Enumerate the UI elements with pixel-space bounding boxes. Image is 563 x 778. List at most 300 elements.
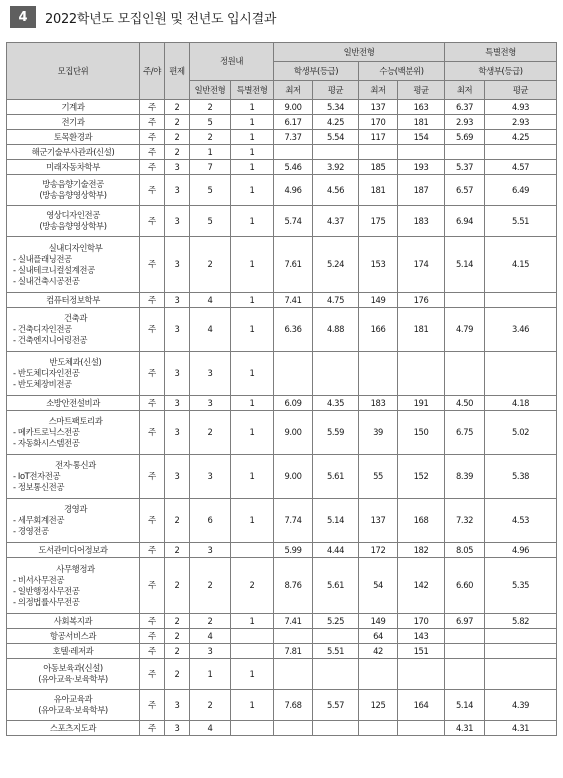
unit-subname: - 반도체디자인전공	[13, 368, 80, 378]
quota-type-cell: 2	[165, 543, 190, 558]
special-quota-cell: 1	[231, 145, 274, 160]
general-quota-cell: 4	[190, 293, 231, 308]
daynight-cell: 주	[140, 293, 165, 308]
suneung-min-cell: 185	[359, 160, 398, 175]
general-quota-cell: 6	[190, 499, 231, 543]
daynight-cell: 주	[140, 659, 165, 690]
special-quota-cell	[231, 644, 274, 659]
suneung-min-cell: 125	[359, 690, 398, 721]
col-unit: 모집단위	[7, 43, 140, 100]
quota-type-cell: 3	[165, 721, 190, 736]
unit-name: 전자·통신과	[55, 460, 96, 470]
special-quota-cell: 1	[231, 100, 274, 115]
unit-subname: - 의정법률사무전공	[13, 596, 80, 607]
suneung-min-cell: 137	[359, 100, 398, 115]
suneung-min-cell: 170	[359, 115, 398, 130]
unit-subname: - 자동화시스템전공	[13, 438, 80, 448]
section-number-badge: 4	[10, 6, 36, 28]
unit-name-cell	[7, 411, 140, 455]
col-min-3: 최저	[445, 81, 485, 100]
unit-name-cell	[7, 558, 140, 614]
unit-name: 스포츠지도과	[49, 722, 97, 733]
unit-name: 사무행정과	[56, 563, 95, 574]
special-quota-cell: 1	[231, 396, 274, 411]
unit-subname: (방송음향영상학부)	[39, 190, 107, 200]
hs-avg-cell: 5.51	[313, 644, 359, 659]
suneung-min-cell: 175	[359, 206, 398, 237]
suneung-min-cell: 42	[359, 644, 398, 659]
hs-avg-cell	[313, 721, 359, 736]
daynight-cell: 주	[140, 308, 165, 352]
special-avg-cell: 5.35	[485, 558, 557, 614]
unit-name-cell	[7, 455, 140, 499]
special-avg-cell: 6.49	[485, 175, 557, 206]
special-avg-cell	[485, 352, 557, 396]
general-quota-cell: 4	[190, 308, 231, 352]
suneung-min-cell	[359, 659, 398, 690]
suneung-min-cell	[359, 145, 398, 160]
unit-subname: - 일반행정사무전공	[13, 585, 80, 596]
unit-name-cell	[7, 721, 140, 736]
quota-type-cell: 3	[165, 396, 190, 411]
special-quota-cell: 1	[231, 130, 274, 145]
table-row	[7, 411, 557, 455]
col-avg-1: 평균	[313, 81, 359, 100]
special-min-cell: 4.50	[445, 396, 485, 411]
suneung-avg-cell: 142	[398, 558, 445, 614]
suneung-min-cell: 117	[359, 130, 398, 145]
table-row	[7, 499, 557, 543]
general-quota-cell: 3	[190, 455, 231, 499]
hs-avg-cell: 5.59	[313, 411, 359, 455]
special-min-cell	[445, 629, 485, 644]
special-min-cell	[445, 293, 485, 308]
special-avg-cell	[485, 293, 557, 308]
hs-min-cell: 5.74	[274, 206, 313, 237]
hs-min-cell: 7.41	[274, 293, 313, 308]
quota-type-cell: 2	[165, 629, 190, 644]
table-row	[7, 455, 557, 499]
hs-min-cell: 7.74	[274, 499, 313, 543]
suneung-avg-cell	[398, 352, 445, 396]
suneung-avg-cell: 193	[398, 160, 445, 175]
general-quota-cell: 7	[190, 160, 231, 175]
col-min-2: 최저	[359, 81, 398, 100]
special-avg-cell	[485, 659, 557, 690]
unit-name-cell	[7, 175, 140, 206]
unit-name-cell	[7, 115, 140, 130]
unit-subname: - 실내테크니컬설계전공	[13, 264, 95, 275]
quota-type-cell: 3	[165, 411, 190, 455]
unit-name: 유아교육과	[53, 694, 93, 704]
daynight-cell: 주	[140, 115, 165, 130]
unit-subname: - 세무회계전공	[13, 515, 65, 525]
daynight-cell: 주	[140, 100, 165, 115]
unit-subname: - 실내건축시공전공	[13, 275, 80, 286]
daynight-cell: 주	[140, 629, 165, 644]
special-avg-cell: 4.25	[485, 130, 557, 145]
hs-min-cell: 4.96	[274, 175, 313, 206]
suneung-avg-cell: 181	[398, 115, 445, 130]
special-min-cell: 2.93	[445, 115, 485, 130]
hs-min-cell: 5.46	[274, 160, 313, 175]
hs-avg-cell: 5.61	[313, 558, 359, 614]
hs-avg-cell	[313, 352, 359, 396]
unit-subname: (유아교육·보육학부)	[38, 705, 108, 715]
unit-name: 영상디자인전공	[46, 210, 100, 220]
quota-type-cell: 3	[165, 455, 190, 499]
table-row	[7, 721, 557, 736]
col-min-1: 최저	[274, 81, 313, 100]
col-suneung: 수능(백분위)	[359, 62, 445, 81]
table-row	[7, 100, 557, 115]
col-avg-3: 평균	[485, 81, 557, 100]
hs-avg-cell: 5.14	[313, 499, 359, 543]
special-quota-cell: 1	[231, 160, 274, 175]
quota-type-cell: 2	[165, 115, 190, 130]
quota-type-cell: 3	[165, 175, 190, 206]
suneung-avg-cell	[398, 145, 445, 160]
unit-subname: - 경영전공	[13, 526, 49, 536]
special-min-cell	[445, 644, 485, 659]
special-avg-cell	[485, 629, 557, 644]
unit-name: 반도체과(신설)	[49, 357, 102, 367]
hs-min-cell: 6.17	[274, 115, 313, 130]
unit-name-cell	[7, 396, 140, 411]
special-min-cell: 5.69	[445, 130, 485, 145]
quota-type-cell: 2	[165, 614, 190, 629]
col-quota-type: 편제	[165, 43, 190, 100]
hs-avg-cell: 4.37	[313, 206, 359, 237]
unit-name-cell	[7, 293, 140, 308]
unit-name-cell	[7, 206, 140, 237]
special-avg-cell	[485, 145, 557, 160]
hs-avg-cell: 5.34	[313, 100, 359, 115]
table-row	[7, 396, 557, 411]
suneung-min-cell	[359, 352, 398, 396]
suneung-avg-cell: 174	[398, 237, 445, 293]
hs-min-cell: 9.00	[274, 100, 313, 115]
daynight-cell: 주	[140, 206, 165, 237]
unit-subname: - 정보통신전공	[13, 482, 65, 492]
hs-min-cell: 9.00	[274, 411, 313, 455]
suneung-min-cell: 172	[359, 543, 398, 558]
special-avg-cell: 5.51	[485, 206, 557, 237]
special-min-cell: 6.75	[445, 411, 485, 455]
special-quota-cell: 1	[231, 455, 274, 499]
unit-name: 기계과	[61, 101, 85, 112]
hs-avg-cell: 4.35	[313, 396, 359, 411]
unit-name: 건축과	[63, 313, 88, 323]
suneung-avg-cell: 164	[398, 690, 445, 721]
unit-name-cell	[7, 629, 140, 644]
suneung-avg-cell: 191	[398, 396, 445, 411]
page-title: 2022학년도 모집인원 및 전년도 입시결과	[45, 11, 277, 27]
special-avg-cell	[485, 644, 557, 659]
suneung-avg-cell	[398, 721, 445, 736]
suneung-avg-cell: 187	[398, 175, 445, 206]
suneung-avg-cell: 182	[398, 543, 445, 558]
daynight-cell: 주	[140, 352, 165, 396]
special-avg-cell: 4.39	[485, 690, 557, 721]
quota-type-cell: 3	[165, 690, 190, 721]
special-min-cell: 5.14	[445, 237, 485, 293]
suneung-avg-cell: 170	[398, 614, 445, 629]
daynight-cell: 주	[140, 130, 165, 145]
special-min-cell	[445, 352, 485, 396]
unit-name-cell	[7, 352, 140, 396]
special-quota-cell	[231, 543, 274, 558]
suneung-avg-cell: 176	[398, 293, 445, 308]
general-quota-cell: 2	[190, 100, 231, 115]
special-quota-cell: 1	[231, 411, 274, 455]
general-quota-cell: 5	[190, 115, 231, 130]
admissions-table	[6, 42, 557, 736]
quota-type-cell: 3	[165, 352, 190, 396]
hs-min-cell	[274, 352, 313, 396]
unit-name: 미래자동차학부	[46, 161, 100, 172]
unit-name-cell	[7, 237, 140, 293]
special-quota-cell	[231, 721, 274, 736]
hs-min-cell: 7.81	[274, 644, 313, 659]
quota-type-cell: 2	[165, 644, 190, 659]
special-quota-cell: 1	[231, 237, 274, 293]
unit-subname: - 실내플래닝전공	[13, 253, 72, 264]
hs-avg-cell	[313, 629, 359, 644]
unit-name-cell	[7, 614, 140, 629]
hs-avg-cell: 5.54	[313, 130, 359, 145]
table-row	[7, 130, 557, 145]
unit-name: 스마트팩토리과	[48, 416, 103, 426]
quota-type-cell: 2	[165, 145, 190, 160]
general-quota-cell: 3	[190, 352, 231, 396]
daynight-cell: 주	[140, 690, 165, 721]
hs-min-cell: 7.41	[274, 614, 313, 629]
special-quota-cell: 1	[231, 499, 274, 543]
unit-name: 도서관미디어정보과	[38, 544, 108, 555]
unit-name-cell	[7, 160, 140, 175]
table-row	[7, 293, 557, 308]
special-min-cell: 8.39	[445, 455, 485, 499]
unit-name-cell	[7, 499, 140, 543]
suneung-avg-cell: 150	[398, 411, 445, 455]
hs-min-cell: 9.00	[274, 455, 313, 499]
unit-name: 실내디자인학부	[48, 242, 103, 253]
unit-subname: (방송음향영상학부)	[39, 221, 107, 231]
section-header	[10, 6, 276, 28]
general-quota-cell: 1	[190, 659, 231, 690]
col-hs-record: 학생부(등급)	[274, 62, 359, 81]
unit-name: 호텔·레저과	[52, 645, 94, 656]
quota-type-cell: 3	[165, 293, 190, 308]
general-quota-cell: 5	[190, 175, 231, 206]
table-row	[7, 614, 557, 629]
hs-min-cell: 7.37	[274, 130, 313, 145]
hs-avg-cell: 5.57	[313, 690, 359, 721]
special-quota-cell: 1	[231, 614, 274, 629]
special-avg-cell: 4.31	[485, 721, 557, 736]
table-row	[7, 352, 557, 396]
unit-name: 방송음향기술전공	[42, 179, 104, 189]
hs-avg-cell	[313, 659, 359, 690]
general-quota-cell: 2	[190, 614, 231, 629]
general-quota-cell: 3	[190, 396, 231, 411]
col-quota-group: 정원내	[190, 43, 274, 81]
hs-min-cell	[274, 145, 313, 160]
table-row	[7, 659, 557, 690]
hs-min-cell	[274, 629, 313, 644]
special-avg-cell: 5.38	[485, 455, 557, 499]
suneung-avg-cell: 154	[398, 130, 445, 145]
special-min-cell	[445, 659, 485, 690]
quota-type-cell: 3	[165, 160, 190, 175]
special-quota-cell: 1	[231, 308, 274, 352]
col-general-group: 일반전형	[274, 43, 445, 62]
unit-name-cell	[7, 145, 140, 160]
suneung-min-cell: 137	[359, 499, 398, 543]
hs-min-cell: 8.76	[274, 558, 313, 614]
suneung-min-cell: 183	[359, 396, 398, 411]
daynight-cell: 주	[140, 145, 165, 160]
unit-name-cell	[7, 644, 140, 659]
suneung-avg-cell: 151	[398, 644, 445, 659]
hs-avg-cell: 3.92	[313, 160, 359, 175]
table-row	[7, 629, 557, 644]
daynight-cell: 주	[140, 160, 165, 175]
special-avg-cell: 2.93	[485, 115, 557, 130]
unit-name: 사회복지과	[53, 615, 93, 626]
unit-subname: - 반도체장비전공	[13, 379, 72, 389]
unit-subname: - 건축엔지니어링전공	[13, 335, 88, 345]
hs-min-cell: 7.61	[274, 237, 313, 293]
unit-name-cell	[7, 690, 140, 721]
suneung-avg-cell: 143	[398, 629, 445, 644]
quota-type-cell: 2	[165, 659, 190, 690]
suneung-min-cell: 149	[359, 293, 398, 308]
table-row	[7, 690, 557, 721]
special-avg-cell: 4.96	[485, 543, 557, 558]
unit-name: 토목환경과	[53, 131, 93, 142]
hs-min-cell: 5.99	[274, 543, 313, 558]
unit-name: 소방안전설비과	[46, 397, 100, 408]
quota-type-cell: 2	[165, 130, 190, 145]
table-body	[7, 100, 557, 736]
special-min-cell: 6.57	[445, 175, 485, 206]
col-special-group: 특별전형	[445, 43, 557, 62]
suneung-min-cell: 149	[359, 614, 398, 629]
unit-subname: - 건축디자인전공	[13, 324, 72, 334]
hs-min-cell: 6.09	[274, 396, 313, 411]
daynight-cell: 주	[140, 499, 165, 543]
unit-subname: - IoT전자전공	[13, 471, 61, 481]
general-quota-cell: 4	[190, 721, 231, 736]
daynight-cell: 주	[140, 455, 165, 499]
quota-type-cell: 3	[165, 237, 190, 293]
special-quota-cell: 1	[231, 206, 274, 237]
col-daynight: 주/야	[140, 43, 165, 100]
daynight-cell: 주	[140, 558, 165, 614]
daynight-cell: 주	[140, 543, 165, 558]
suneung-min-cell: 55	[359, 455, 398, 499]
special-avg-cell: 4.57	[485, 160, 557, 175]
special-avg-cell: 5.82	[485, 614, 557, 629]
special-quota-cell: 1	[231, 175, 274, 206]
suneung-min-cell	[359, 721, 398, 736]
table-row	[7, 175, 557, 206]
suneung-min-cell: 54	[359, 558, 398, 614]
table-row	[7, 644, 557, 659]
unit-name: 항공서비스과	[49, 630, 97, 641]
special-quota-cell: 1	[231, 293, 274, 308]
daynight-cell: 주	[140, 396, 165, 411]
unit-name: 아동보육과(신설)	[43, 663, 103, 673]
col-general-quota: 일반전형	[190, 81, 231, 100]
general-quota-cell: 2	[190, 130, 231, 145]
special-avg-cell: 3.46	[485, 308, 557, 352]
general-quota-cell: 3	[190, 644, 231, 659]
quota-type-cell: 2	[165, 558, 190, 614]
unit-name-cell	[7, 308, 140, 352]
unit-name: 컴퓨터정보학부	[46, 294, 100, 305]
special-min-cell: 8.05	[445, 543, 485, 558]
table-row	[7, 115, 557, 130]
daynight-cell: 주	[140, 237, 165, 293]
special-min-cell: 6.37	[445, 100, 485, 115]
daynight-cell: 주	[140, 411, 165, 455]
col-hs-record-special: 학생부(등급)	[445, 62, 557, 81]
special-avg-cell: 4.93	[485, 100, 557, 115]
special-quota-cell	[231, 629, 274, 644]
general-quota-cell: 2	[190, 237, 231, 293]
special-min-cell	[445, 145, 485, 160]
suneung-min-cell: 181	[359, 175, 398, 206]
special-min-cell: 6.94	[445, 206, 485, 237]
special-avg-cell: 4.53	[485, 499, 557, 543]
hs-min-cell: 7.68	[274, 690, 313, 721]
special-avg-cell: 4.15	[485, 237, 557, 293]
table-row	[7, 206, 557, 237]
special-quota-cell: 2	[231, 558, 274, 614]
general-quota-cell: 4	[190, 629, 231, 644]
table-row	[7, 558, 557, 614]
unit-name-cell	[7, 659, 140, 690]
suneung-min-cell: 39	[359, 411, 398, 455]
hs-avg-cell: 4.75	[313, 293, 359, 308]
hs-avg-cell	[313, 145, 359, 160]
special-quota-cell: 1	[231, 352, 274, 396]
special-quota-cell: 1	[231, 690, 274, 721]
special-quota-cell: 1	[231, 115, 274, 130]
unit-subname: (유아교육·보육학부)	[38, 674, 108, 684]
unit-name: 전기과	[61, 116, 85, 127]
unit-name: 경영과	[63, 504, 88, 514]
special-min-cell: 4.79	[445, 308, 485, 352]
special-min-cell: 6.97	[445, 614, 485, 629]
unit-name: 해군기술부사관과(신설)	[31, 146, 115, 157]
special-min-cell: 5.14	[445, 690, 485, 721]
quota-type-cell: 3	[165, 206, 190, 237]
table-row	[7, 237, 557, 293]
table-row	[7, 145, 557, 160]
suneung-min-cell: 153	[359, 237, 398, 293]
col-avg-2: 평균	[398, 81, 445, 100]
table-row	[7, 308, 557, 352]
suneung-avg-cell	[398, 659, 445, 690]
hs-min-cell	[274, 721, 313, 736]
general-quota-cell: 2	[190, 411, 231, 455]
hs-avg-cell: 4.56	[313, 175, 359, 206]
hs-avg-cell: 5.24	[313, 237, 359, 293]
